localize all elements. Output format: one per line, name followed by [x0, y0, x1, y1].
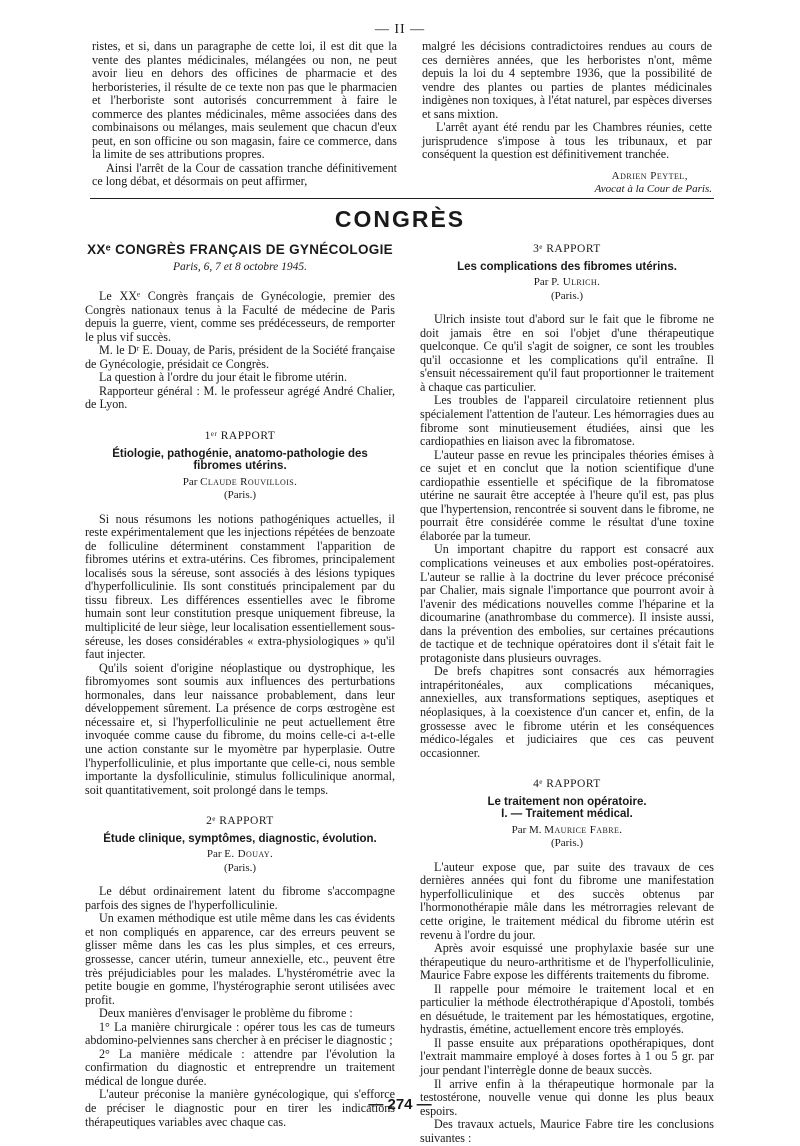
- paragraph: Le XXᵉ Congrès français de Gynécologie, premier des Congrès nationaux tenus à la Faculté de médecine de Paris depuis la guerre, vient, comme ses prédécesseurs, de remporter le plus vif succès.: [85, 289, 395, 344]
- report-author: [420, 276, 714, 290]
- congress-dateline: Paris, 6, 7 et 8 octobre 1945.: [172, 260, 308, 273]
- paragraph: Il rappelle pour mémoire le traitement local et en particulier la méthode électrothérapique d'Apostoli, tombés en désuétude, le traitement par les hémostatiques, ergotine, hydrastis, émétine, actuellement encore très employés.: [420, 981, 714, 1037]
- paragraph: L'arrêt ayant été rendu par les Chambres réunies, cette jurisprudence s'impose à tous les tribunaux, et par conséquent la question est définitivement tranchée.: [422, 120, 712, 162]
- report-label: 4ᵉ RAPPORT: [533, 778, 601, 791]
- paragraph: 2° La manière médicale : attendre par l'évolution la confirmation du diagnostic et entreprendre un traitement médical de longue durée.: [85, 1046, 395, 1088]
- report-label: 2ᵉ RAPPORT: [206, 815, 274, 828]
- report-place: (Paris.): [223, 489, 257, 502]
- paragraph: L'auteur expose que, par suite des travaux de ces dernières années qui font du fibrome une manifestation hyperfolliculinique et des succès obtenus par l'hormonothérapie mâle dans les métrorragies relevant de cette origine, le traitement médical du fibrome utérin est revenu à l'ordre du jour.: [420, 859, 714, 942]
- top-left-column: [92, 40, 397, 189]
- paragraph: Ainsi l'arrêt de la Cour de cassation tranche définitivement ce long débat, et désormais on peut affirmer,: [92, 160, 397, 189]
- paragraph: M. le Dʳ E. Douay, de Paris, président de la Société française de Gynécologie, présidait ce Congrès.: [85, 343, 395, 371]
- report-title: Les complications des fibromes utérins.: [457, 260, 677, 273]
- signature: [422, 170, 712, 196]
- paragraph: 1° La manière chirurgicale : opérer tous les cas de tumeurs abdomino-pelviennes sans chercher à en préciser le diagnostic ;: [85, 1019, 395, 1048]
- section-title: CONGRÈS: [334, 206, 466, 232]
- report-label: 1ᵉʳ RAPPORT: [204, 430, 276, 443]
- report-label: 3ᵉ RAPPORT: [533, 243, 601, 255]
- paragraph: Les troubles de l'appareil circulatoire retiennent plus spécialement l'attention de l'auteur. Les hémorragies dues au fibrome sont minutieusement étudiées, ainsi que les cardiopathies en liaison avec la fibromatose.: [420, 393, 714, 449]
- author-prefix: Par: [206, 848, 222, 861]
- report-title: Le traitement non opératoire.: [487, 795, 647, 808]
- paragraph: Ulrich insiste tout d'abord sur le fait que le fibrome ne doit jamais être en soi l'objet d'une thérapeutique quelconque. Ce qu'il s'agit de soigner, ce sont les troubles qu'il occasionne et les complications qu'il entraîne. Il s'ensuit nécessairement qu'il faut proportionner le traitement à chaque cas particulier.: [420, 312, 714, 394]
- paragraph: Le début ordinairement latent du fibrome s'accompagne parfois des signes de l'hyperfolliculinie.: [85, 884, 395, 912]
- section-divider: [90, 198, 714, 199]
- paragraph: Rapporteur général : M. le professeur agrégé André Chalier, de Lyon.: [85, 383, 395, 412]
- paragraph: ristes, et si, dans un paragraphe de cette loi, il est dit que la vente des plantes médicinales, mélangées ou non, ne peut avoir lieu en dehors des officines de pharmacie et des herboristeries, il résulte de ce texte non pas que le pharmacien et l'herboriste sont autorisés concurremment à faire le commerce des plantes médicinales, même associées dans des combinaisons ou mélanges, mais seulement que chacun d'eux peut, en son officine ou son magasin, faire ce commerce, dans la limite de ses attributions propres.: [92, 39, 397, 162]
- paragraph: Des travaux actuels, Maurice Fabre tire les conclusions suivantes :: [420, 1117, 714, 1145]
- report-title: Étude clinique, symptômes, diagnostic, évolution.: [103, 832, 377, 845]
- author-prefix: Par: [182, 475, 198, 488]
- top-right-column: [422, 40, 712, 196]
- report-place: (Paris.): [223, 861, 257, 874]
- paragraph: L'auteur préconise la manière gynécologique, qui s'efforce de préciser le diagnostic pour en tirer les indications thérapeutiques variables avec chaque cas.: [85, 1087, 395, 1129]
- report-subtitle: I. — Traitement médical.: [501, 808, 633, 821]
- report-place: (Paris.): [550, 289, 584, 302]
- report-author: [85, 476, 395, 490]
- report-title: Étiologie, pathogénie, anatomo-pathologie des fibromes utérins.: [112, 447, 368, 473]
- author-prefix: Par: [533, 276, 549, 289]
- congress-title: XXᵉ CONGRÈS FRANÇAIS DE GYNÉCOLOGIE: [87, 242, 393, 257]
- paragraph: Si nous résumons les notions pathogéniques actuelles, il reste expérimentalement que les injections répétées de benzoate de folliculine déterminent constamment l'apparition de fibromes utérins et extra-utérins. Ces fibromes, principalement localisés sous la séreuse, sont associés à des lésions typiques d'hyperfolliculinie. Ils sont constitués principalement par du tissu fibreux. Les différences essentielles avec le fibrome humain sont leur constitution presque uniquement fibreuse, la multiplicité de leur siège, leur localisation essentiellement sous-séreuse, les doses considérables « extra-physiologiques » qu'il faut injecter.: [85, 511, 395, 662]
- author-name: Claude Rouvillois.: [200, 475, 298, 488]
- left-column: [85, 243, 395, 1129]
- author-name: P. Ulrich.: [551, 276, 601, 289]
- author-prefix: Par M.: [511, 823, 542, 836]
- report-author: [85, 848, 395, 862]
- signature-name: Adrien Peytel,: [611, 169, 688, 182]
- signature-role: Avocat à la Cour de Paris.: [594, 182, 712, 195]
- paragraph: Un examen méthodique est utile même dans les cas évidents et non compliqués en apparence, car des erreurs peuvent se glisser même dans les cas les plus simples, et ces erreurs, grossesse, cancer utérin, tumeur annexielle, etc., peuvent être très préjudiciables pour les malades. L'hystérométrie avec la petite bougie en gomme, l'hystérographie seront utilisées avec profit.: [85, 911, 395, 1007]
- page-number: — 274 —: [368, 1096, 432, 1113]
- report-author: [420, 824, 714, 838]
- author-name: E. Douay.: [224, 848, 274, 861]
- right-column: [420, 243, 714, 1145]
- paragraph: L'auteur passe en revue les principales théories émises à ce sujet et en conclut que la notion scientifique d'une cardiopathie essentielle et spécifique de la fibromatose utérine ne saurait être acceptée à l'heure qu'il est, pas plus que l'hypertension, rencontrée si souvent dans le fibrome, ne pourrait être considérée comme le résultat d'une toxine élaborée par la tumeur.: [420, 447, 714, 543]
- paragraph: Il passe ensuite aux préparations opothérapiques, dont l'extrait mammaire employé à doses fortes à 1 ou 5 gr. par jour pendant l'interrègle donne de beaux succès.: [420, 1035, 714, 1078]
- paragraph: Après avoir esquissé une prophylaxie basée sur une thérapeutique du neuro-arthritisme et de l'hyperfolliculinie, Maurice Fabre expose les différents traitements du fibrome.: [420, 941, 714, 983]
- paragraph: De brefs chapitres sont consacrés aux hémorragies intrapéritonéales, aux complications mécaniques, annexielles, aux transformations septiques, aseptiques et néoplasiques, à la coexistence d'un cancer et, enfin, de la grossesse avec le fibrome utérin et les conséquences médico-légales et judiciaires que ces cas peuvent occasionner.: [420, 664, 714, 760]
- paragraph: Un important chapitre du rapport est consacré aux complications veineuses et aux embolies post-opératoires. L'auteur se rallie à la doctrine du lever précoce préconisé par Chalier, mais signale l'importance que pourront avoir à l'avenir des médications nouvelles comme l'héparine et la dicoumarine (anathrombase du commerce). Il insiste aussi, dans la prévention des embolies, sur certaines précautions de tactique et de technique opératoires dont il s'était fait le protagoniste dans plusieurs ouvrages.: [420, 542, 714, 665]
- running-header: — II —: [374, 22, 426, 37]
- paragraph: Deux manières d'envisager le problème du fibrome :: [99, 1006, 353, 1021]
- author-name: Maurice Fabre.: [544, 823, 623, 836]
- paragraph: Il arrive enfin à la thérapeutique hormonale par la testostérone, nouvelle venue qui donne les plus beaux espoirs.: [420, 1076, 714, 1118]
- paragraph: malgré les décisions contradictoires rendues au cours de ces dernières années, que les herboristes n'ont, même depuis la loi du 4 septembre 1936, que la possibilité de vendre des plantes ou parties de plantes médicinales indigènes non toxiques, à l'état naturel, par espèces diverses et sans mixtion.: [422, 39, 712, 121]
- paragraph: Qu'ils soient d'origine néoplastique ou dystrophique, les fibromyomes sont soumis aux influences des perturbations hormonales, dans leur naissance probablement, dans leur développement sûrement. La présence de corps œstrogène est nécessaire et, si l'hyperfolliculinie ne peut actuellement être invoquée comme cause du fibrome, du moins celle-ci a-t-elle une action constante sur le myomètre par hyperplasie. Outre l'hyperfolliculinie, et plus importante que celle-ci, nous semble importante la dysfolliculinie, stimulus folliculinique anormal, soit quantitativement, soit prolongé dans le temps.: [85, 660, 395, 797]
- paragraph: La question à l'ordre du jour était le fibrome utérin.: [99, 370, 348, 385]
- report-place: (Paris.): [550, 837, 584, 850]
